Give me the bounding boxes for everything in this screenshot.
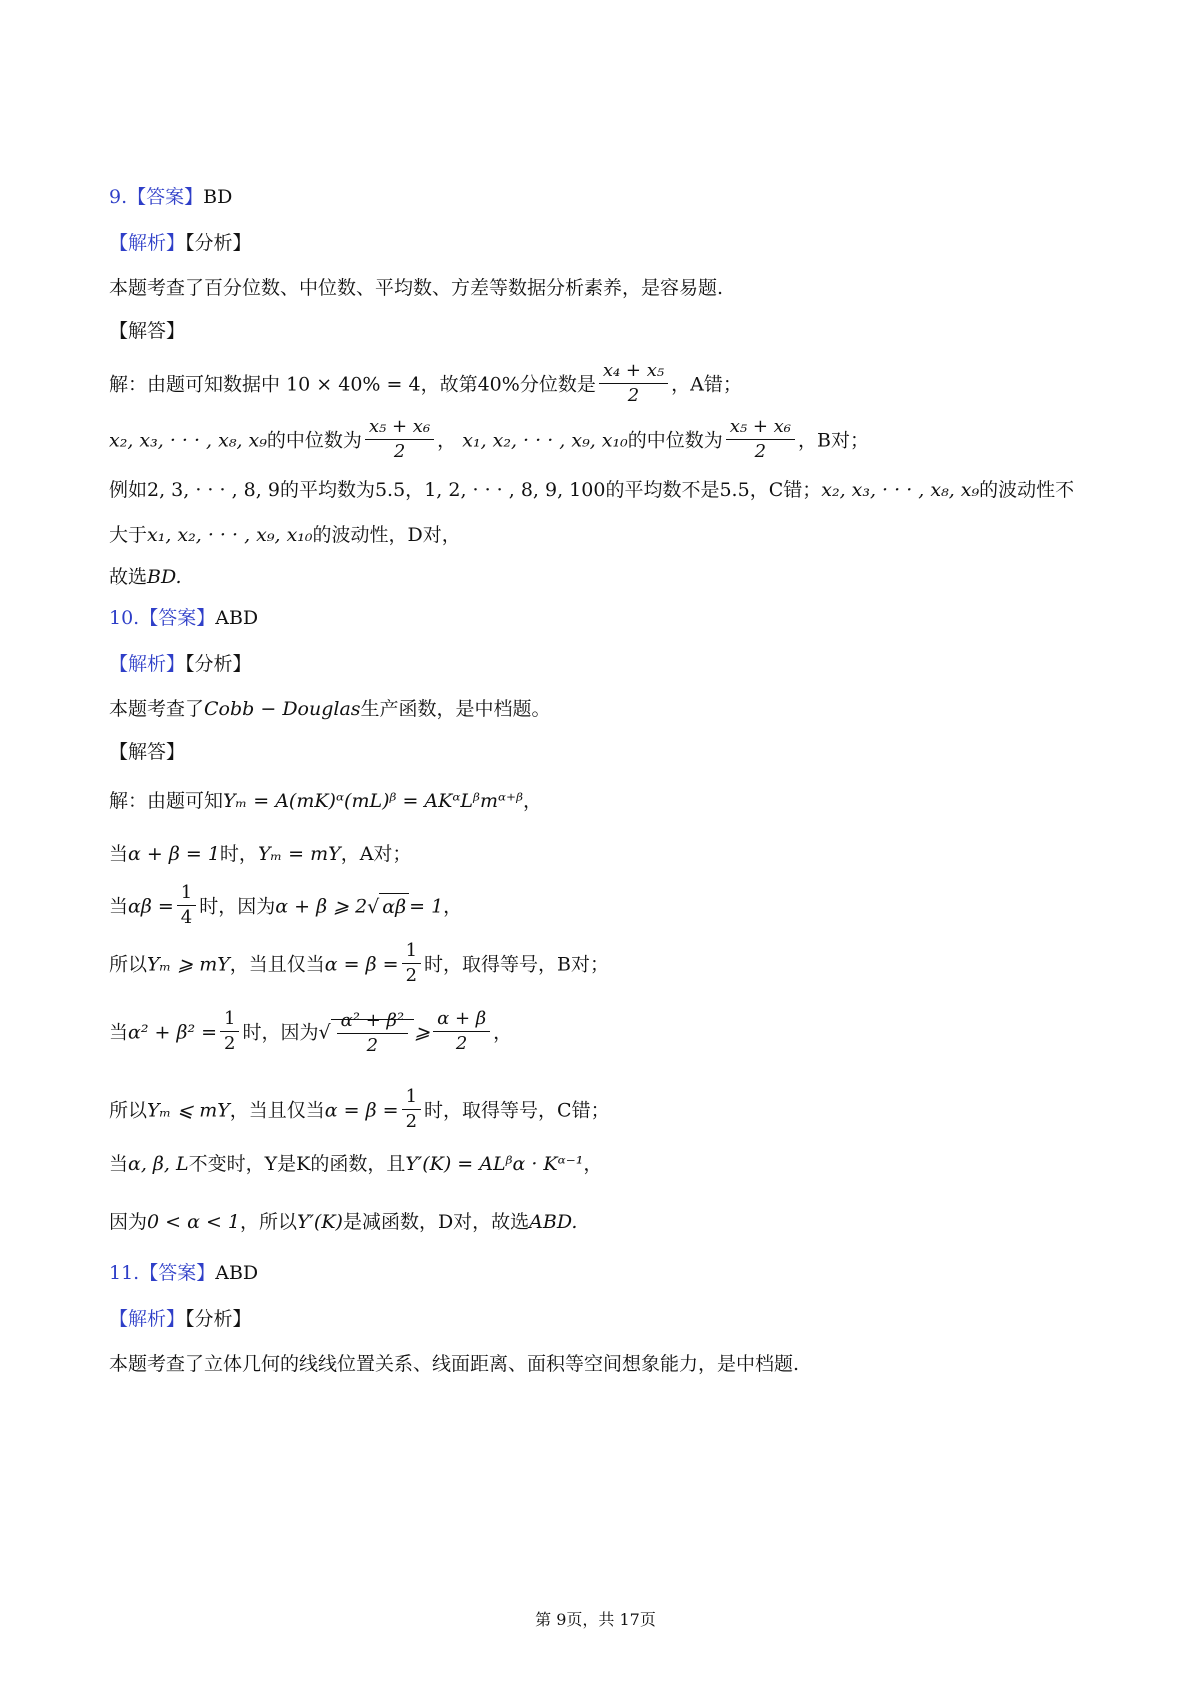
q9-solution-line-1: 解：由题可知数据中 10 × 40% = 4，故第40%分位数是 $\frac{\text{x₄ + x₅}}{2}$ ，A错； (109, 360, 742, 406)
q9-solution-line-3: 例如2, 3, · · · , 8, 9的平均数为5.5，1, 2, · · · , 8, 9, 100的平均数不是5.5，C错；x₂, x₃, · · · , x₈, x₉的波动性不 (109, 479, 1075, 501)
math: x₁, x₂, · · · , x₉, x₁₀ (147, 524, 313, 546)
q10-solution-line-4: 所以Yₘ ⩾ mY，当且仅当α = β = $\frac{1}{2}$ 时，取得等号，B对； (109, 940, 609, 986)
math: 1, 2, · · · , 8, 9, 100 (424, 479, 606, 501)
q9-fenxi-tag: 【分析】 (185, 232, 252, 254)
math: Yₘ = mY (257, 843, 341, 865)
q9-answer-tag: 【答案】 (127, 186, 204, 208)
math: Y′(K) = ALᵝα · Kᵅ⁻¹ (405, 1153, 584, 1175)
square-root: √ αβ (367, 898, 409, 917)
q10-solution-line-2: 当α + β = 1时，Yₘ = mY，A对； (109, 843, 412, 865)
q10-solution-line-8: 因为0 < α < 1，所以Y′(K)是减函数，D对，故选ABD. (109, 1211, 578, 1233)
q11-fenxi-tag: 【分析】 (185, 1308, 252, 1330)
math: ABD. (529, 1211, 578, 1233)
q11-answer: ABD (215, 1262, 259, 1284)
q10-solution-line-7: 当α, β, L不变时，Y是K的函数，且Y′(K) = ALᵝα · Kᵅ⁻¹， (109, 1153, 603, 1175)
fraction: $\frac{\alpha + \beta}{2}$ (433, 1010, 490, 1053)
q10-jiexi-tag: 【解析】 (109, 653, 186, 675)
q9-answer: BD (203, 186, 233, 208)
square-root: √ $\frac{\text{α² + β²}}{2}$ (319, 1012, 415, 1055)
q9-analysis-heading (109, 234, 252, 253)
q10-solution-line-5: 当α² + β² = $\frac{1}{2}$ 时，因为√ $\frac{\text{α² + β²}}{2}$ ⩾ $\frac{\alpha + \beta}{2}$ ， (109, 1008, 513, 1056)
math: α + β ⩾ 2 (275, 895, 368, 918)
math: α = β = (324, 1099, 399, 1122)
fraction: $\frac{\text{x₄ + x₅}}{2}$ (599, 362, 668, 405)
q9-solution-line-2: x₂, x₃, · · · , x₈, x₉的中位数为 $\frac{\text{x₅ + x₆}}{2}$ ， x₁, x₂, · · · , x₉, x₁₀的中位数为 $\frac{\text{x₅ + x₆}}{2}$ ，B对； (109, 416, 869, 462)
q10-solution-line-3: 当αβ = $\frac{1}{4}$ 时，因为α + β ⩾ 2√ αβ = 1， (109, 882, 463, 928)
q9-number: 9. (109, 186, 128, 208)
fraction: $\frac{1}{2}$ (402, 942, 421, 985)
fraction: $\frac{1}{4}$ (177, 884, 196, 927)
fraction: $\frac{1}{2}$ (402, 1088, 421, 1131)
q10-solution-line-6: 所以Yₘ ⩽ mY，当且仅当α = β = $\frac{1}{2}$ 时，取得等号，C错； (109, 1086, 610, 1132)
math: α, β, L (128, 1153, 189, 1175)
q10-fenxi-tag: 【分析】 (185, 653, 252, 675)
math: α² + β² = (128, 1021, 218, 1044)
math: 2, 3, · · · , 8, 9 (147, 479, 280, 501)
q10-answer: ABD (215, 607, 259, 629)
math: BD. (147, 566, 182, 588)
q10-solution-line-1: 解：由题可知Yₘ = A(mK)ᵅ(mL)ᵝ = AKᵅLᵝmᵅ⁺ᵝ， (109, 790, 542, 812)
math: 0 < α < 1 (147, 1211, 241, 1233)
math: x₂, x₃, · · · , x₈, x₉ (109, 429, 267, 452)
fraction: $\frac{\text{x₅ + x₆}}{2}$ (726, 418, 795, 461)
math: x₁, x₂, · · · , x₉, x₁₀ (462, 429, 628, 452)
fraction: $\frac{\text{x₅ + x₆}}{2}$ (365, 418, 434, 461)
math: 5.5 (719, 479, 750, 501)
q10-answer-tag: 【答案】 (139, 607, 216, 629)
math: 10 × 40% = 4 (286, 373, 421, 396)
q9-solution-line-4: 大于x₁, x₂, · · · , x₉, x₁₀的波动性，D对， (109, 524, 461, 546)
q10-solution-heading: 【解答】 (109, 741, 186, 763)
q11-analysis-heading (109, 1310, 252, 1329)
q9-solution-line-5: 故选BD. (109, 566, 182, 588)
math: 5.5 (374, 479, 406, 501)
math: α + β = 1 (128, 843, 220, 865)
q9-analysis-text: 本题考查了百分位数、中位数、平均数、方差等数据分析素养，是容易题. (109, 277, 724, 299)
math: Yₘ = A(mK)ᵅ(mL)ᵝ = AKᵅLᵝmᵅ⁺ᵝ (223, 790, 523, 812)
page-footer: 第 9页，共 17页 (535, 1610, 656, 1629)
q10-analysis-heading (109, 655, 252, 674)
q11-answer-tag: 【答案】 (139, 1262, 216, 1284)
q11-number: 11. (109, 1262, 140, 1284)
q9-solution-heading: 【解答】 (109, 320, 186, 342)
math: x₂, x₃, · · · , x₈, x₉ (821, 479, 980, 501)
math: Cobb − Douglas (204, 698, 361, 720)
q10-analysis-text: 本题考查了Cobb − Douglas生产函数，是中档题。 (109, 698, 551, 720)
q9-answer-line (109, 188, 232, 207)
math: α = β = (324, 953, 399, 976)
q11-analysis-text: 本题考查了立体几何的线线位置关系、线面距离、面积等空间想象能力，是中档题. (109, 1353, 800, 1375)
math: αβ = (128, 895, 174, 918)
math: Y′(K) (297, 1211, 343, 1233)
q10-number: 10. (109, 607, 140, 629)
math: Yₘ ⩽ mY (147, 1099, 230, 1122)
q10-answer-line (109, 609, 258, 628)
q9-jiexi-tag: 【解析】 (109, 232, 186, 254)
q11-jiexi-tag: 【解析】 (109, 1308, 186, 1330)
q11-answer-line (109, 1264, 258, 1283)
fraction: $\frac{1}{2}$ (220, 1010, 239, 1053)
math: 40% (477, 373, 520, 396)
math: Yₘ ⩾ mY (147, 953, 230, 976)
